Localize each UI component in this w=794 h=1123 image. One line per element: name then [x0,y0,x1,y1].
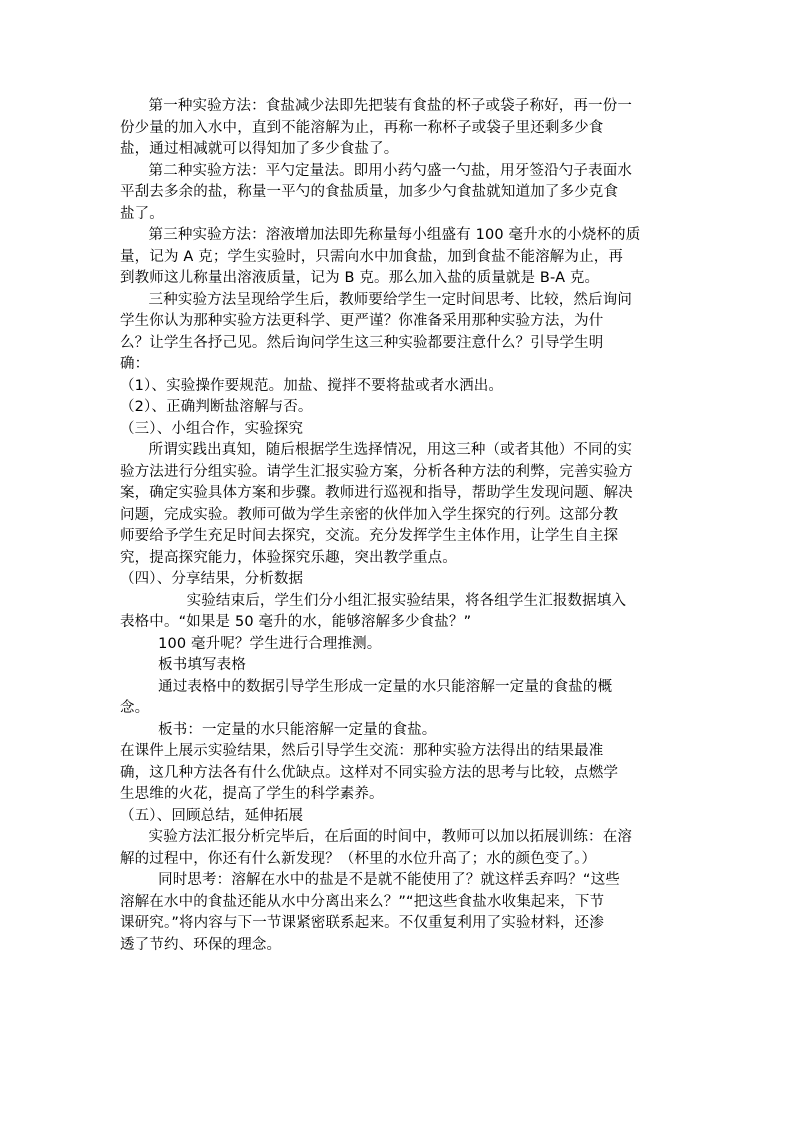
text-line: 同时思考：溶解在水中的盐是不是就不能使用了？就这样丢弃吗？“这些 [120,872,620,888]
text-line: 100 毫升呢？学生进行合理推测。 [120,635,382,652]
text-line: 份少量的加入水中，直到不能溶解为止，再称一称杯子或袋子里还剩多少食 [120,119,604,136]
text-line: 第二种实验方法：平勺定量法。即用小药勺盛一勺盐，用牙签沿勺子表面水 [120,162,633,179]
text-line: 在课件上展示实验结果，然后引导学生交流：那种实验方法得出的结果最准 [120,743,604,759]
text-line: 学生你认为那种实验方法更科学、更严谨？你准备采用那种实验方法，为什 [120,313,604,329]
text-line: 平刮去多余的盐，称量一平勺的食盐质量，加多少勺食盐就知道加了多少克食 [120,184,619,200]
text-line: 三种实验方法呈现给学生后，教师要给学生一定时间思考、比较，然后询问 [120,291,633,308]
text-line: 验方法进行分组实验。请学生汇报实验方案，分析各种方法的利弊，完善实验方 [120,463,633,480]
text-line: 第一种实验方法：食盐减少法即先把装有食盐的杯子或袋子称好，再一份一 [120,98,633,114]
text-line: 透了节约、环保的理念。 [120,936,282,953]
text-line: 量，记为 A 克；学生实验时，只需向水中加食盐，加到食盐不能溶解为止，再 [120,248,624,265]
text-line: 实验结束后，学生们分小组汇报实验结果，将各组学生汇报数据填入 [120,592,627,609]
text-line: 确，这几种方法各有什么优缺点。这样对不同实验方法的思考与比较，点燃学 [120,764,619,781]
list-item: （1）、实验操作要规范。加盐、搅拌不要将盐或者水洒出。 [120,377,504,394]
text-line: 到教师这儿称量出溶液质量，记为 B 克。那么加入盐的质量就是 B-A 克。 [120,270,600,286]
text-line: 盐了。 [120,205,164,222]
text-line: 确： [120,356,150,372]
text-line: 究，提高探究能力，体验探究乐趣，突出教学重点。 [120,549,457,566]
section-heading: （三）、小组合作，实验探究 [120,420,304,437]
section-heading: （五）、回顾总结，延伸拓展 [120,807,304,824]
text-line: 溶解在水中的食盐还能从水中分离出来么？”“把这些食盐水收集起来，下节 [120,893,605,910]
text-line: 案，确定实验具体方案和步骤。教师进行巡视和指导，帮助学生发现问题、解决 [120,485,633,501]
text-line: 问题，完成实验。教师可做为学生亲密的伙伴加入学生探究的行列。这部分教 [120,506,619,523]
text-line: 板书填写表格 [120,657,246,673]
text-line: 生思维的火花，提高了学生的科学素养。 [120,786,384,802]
text-line: 师要给予学生充足时间去探究，交流。充分发挥学生主体作用，让学生自主探 [120,528,619,544]
text-line: 第三种实验方法：溶液增加法即先称量每小组盛有 100 毫升水的小烧杯的质 [120,227,641,243]
text-line: 课研究。”将内容与下一节课紧密联系起来。不仅重复利用了实验材料，还渗 [120,915,604,931]
text-line: 盐，通过相减就可以得知加了多少食盐了。 [120,141,399,157]
text-line: 板书：一定量的水只能溶解一定量的食盐。 [120,721,437,738]
list-item: （2）、正确判断盐溶解与否。 [120,399,313,415]
text-line: 通过表格中的数据引导学生形成一定量的水只能溶解一定量的食盐的概 [120,678,613,695]
text-line: 实验方法汇报分析完毕后，在后面的时间中，教师可以加以拓展训练：在溶 [120,829,633,845]
section-heading: （四）、分享结果，分析数据 [120,571,304,587]
document-page [120,96,676,956]
text-line: 么？让学生各抒己见。然后询问学生这三种实验都要注意什么？引导学生明 [120,334,604,351]
text-line: 表格中。“如果是 50 毫升的水，能够溶解多少食盐？” [120,614,472,630]
text-line: 所谓实践出真知，随后根据学生选择情况，用这三种（或者其他）不同的实 [120,442,633,458]
text-line: 解的过程中，你还有什么新发现？（杯里的水位升高了；水的颜色变了。） [120,850,597,867]
text-line: 念。 [120,700,150,716]
